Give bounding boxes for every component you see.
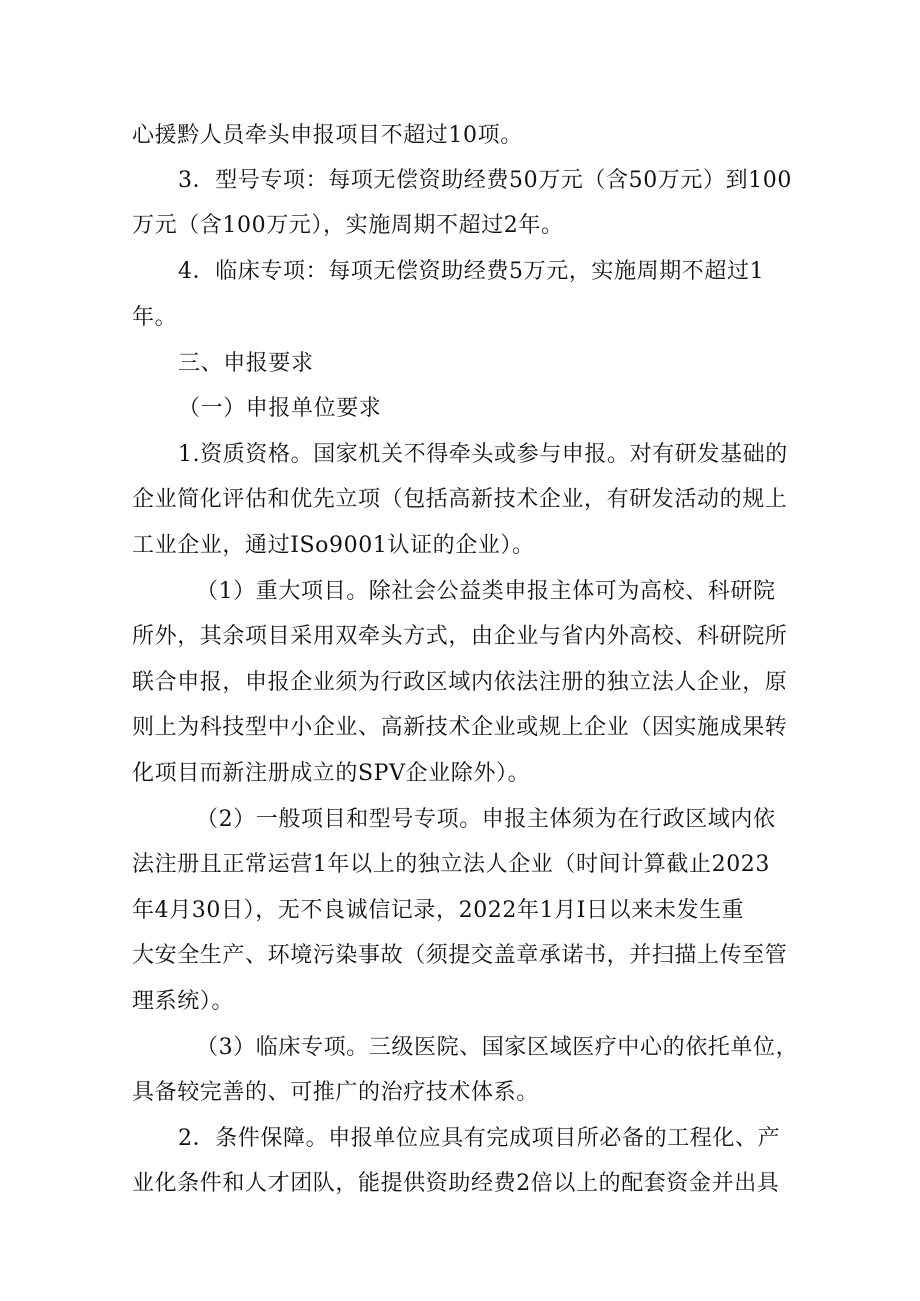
text-line: 理系统）。 [132, 989, 235, 1014]
text-line: 化项目而新注册成立的SPV企业除外）。 [132, 761, 531, 786]
text-line: 则上为科技型中小企业、高新技术企业或规上企业（因实施成果转 [132, 715, 788, 740]
text-line: 所外，其余项目采用双牵头方式，由企业与省内外高校、科研院所 [132, 624, 788, 649]
text-line: 法注册且正常运营1年以上的独立法人企业（时间计算截止2023 [132, 852, 770, 877]
text-line: 2．条件保障。申报单位应具有完成项目所必备的工程化、产 [178, 1126, 781, 1151]
text-line: 3．型号专项：每项无偿资助经费50万元（含50万元）到100 [178, 168, 792, 193]
text-line: 企业简化评估和优先立项（包括高新技术企业，有研发活动的规上 [132, 487, 788, 512]
text-line: 1.资质资格。国家机关不得牵头或参与申报。对有研发基础的 [178, 442, 788, 467]
text-line: 心援黔人员牵头申报项目不超过10项。 [132, 123, 523, 148]
text-line: 年。 [132, 305, 178, 330]
text-line: 联合申报，申报企业须为行政区域内依法注册的独立法人企业，原 [132, 670, 788, 695]
text-line: 具备较完善的、可推广的治疗技术体系。 [132, 1080, 539, 1105]
text-line: （3）临床专项。三级医院、国家区域医疗中心的依托单位， [196, 1035, 799, 1060]
text-line: （1）重大项目。除社会公益类申报主体可为高校、科研院 [196, 579, 776, 604]
text-line: 业化条件和人才团队，能提供资助经费2倍以上的配套资金并出具 [132, 1171, 780, 1196]
text-line: 大安全生产、环境污染事故（须提交盖章承诺书，并扫描上传至管 [132, 943, 788, 968]
text-line: 万元（含100万元），实施周期不超过2年。 [132, 213, 564, 238]
text-line: 4．临床专项：每项无偿资助经费5万元，实施周期不超过1 [178, 259, 765, 284]
subsection-heading: （一）申报单位要求 [178, 396, 382, 421]
text-line: （2）一般项目和型号专项。申报主体须为在行政区域内依 [196, 807, 776, 832]
section-heading: 三、申报要求 [178, 351, 314, 376]
text-line: 年4月30日），无不良诚信记录，2022年1月I日以来未发生重 [132, 898, 745, 923]
text-line: 工业企业，通过ISo9001认证的企业）。 [132, 533, 535, 558]
